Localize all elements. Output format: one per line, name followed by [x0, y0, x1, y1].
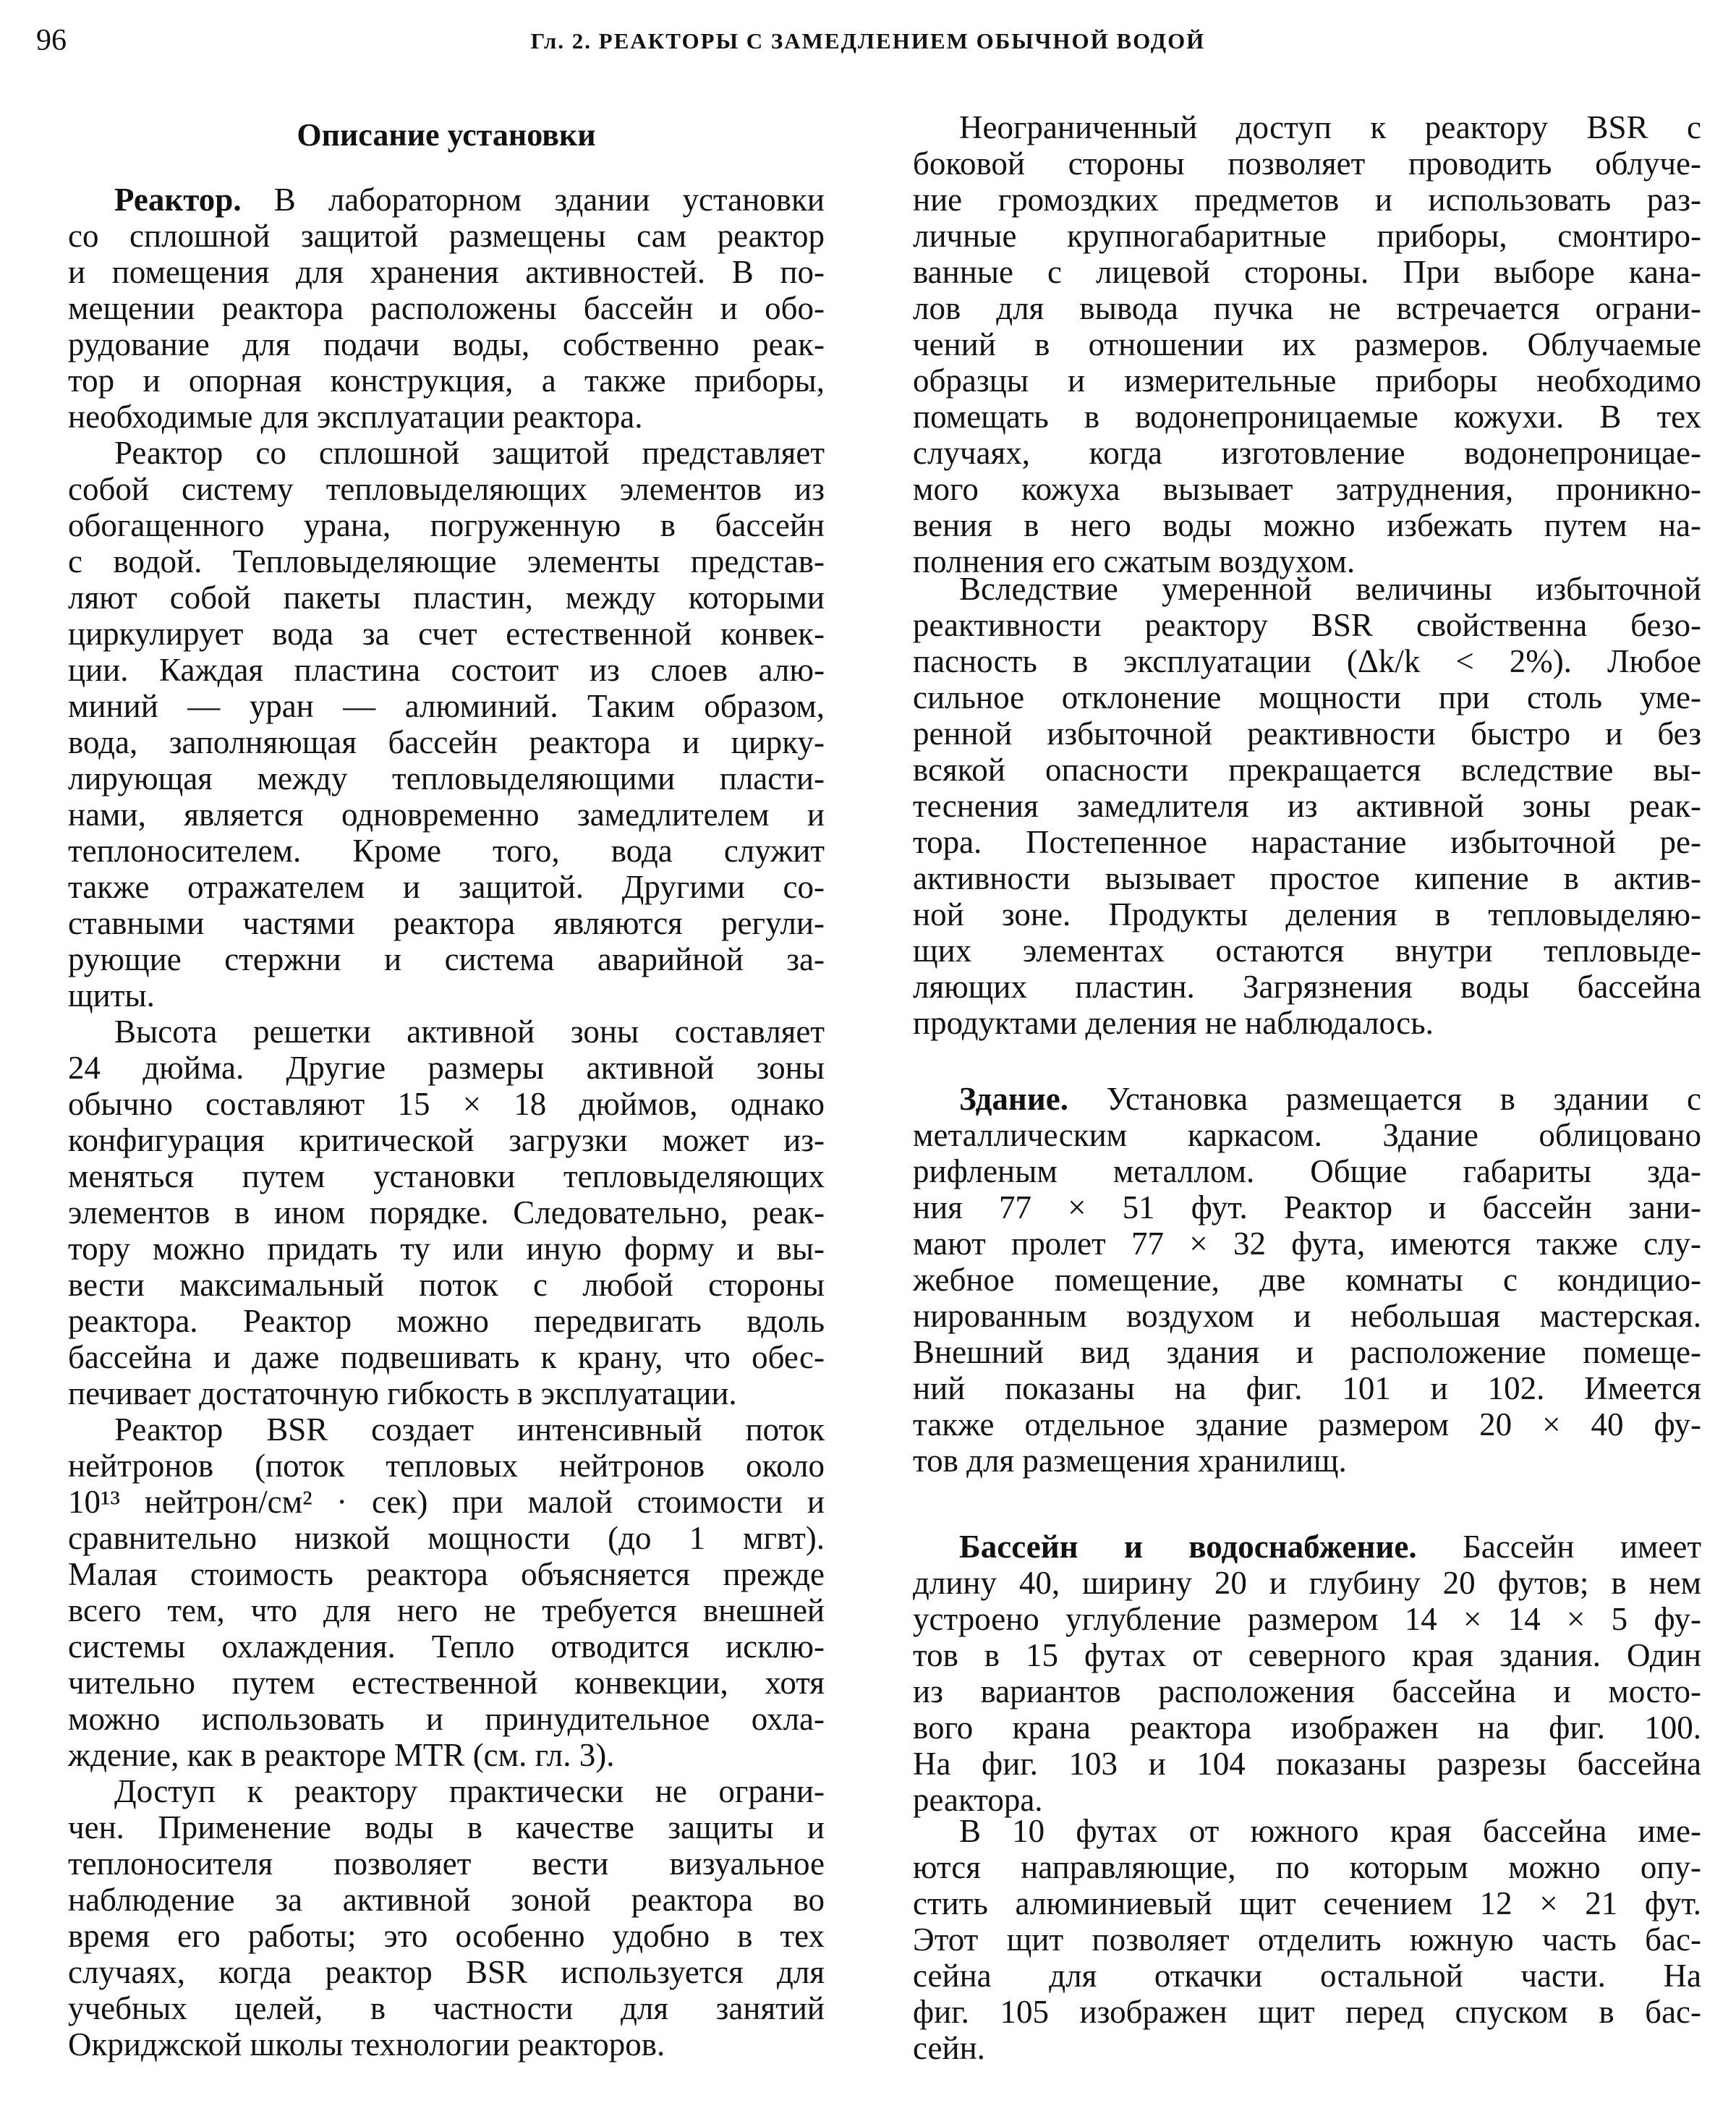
text-line: реактора. Реактор можно передвигать вдоль [68, 1303, 825, 1339]
text-line: нированным воздухом и небольшая мастерская. [913, 1298, 1701, 1334]
page-number: 96 [36, 24, 67, 57]
text-line: необходимые для эксплуатации реактора. [68, 399, 643, 435]
text-line: щих элементах остаются внутри тепловыде- [913, 933, 1701, 969]
text-line: продуктами деления не наблюдалось. [913, 1005, 1434, 1041]
text-line: нейтронов (поток тепловых нейтронов около [68, 1448, 825, 1484]
text-line: вения в него воды можно избежать путем на- [913, 507, 1701, 543]
text-line: циркулирует вода за счет естественной конвек- [68, 616, 825, 652]
paragraph [68, 1411, 825, 1773]
text-line: личные крупногабаритные приборы, смонтиро- [913, 218, 1701, 254]
text-line: вести максимальный поток с любой стороны [68, 1267, 825, 1303]
text-line: активности вызывает простое кипение в актив- [913, 860, 1701, 896]
text-line: полнения его сжатым воздухом. [913, 543, 1356, 579]
text-line: теплоносителем. Кроме того, вода служит [68, 833, 825, 869]
text-line: боковой стороны позволяет проводить облуче- [913, 145, 1701, 182]
text-line: ванные с лицевой стороны. При выборе кана- [913, 254, 1701, 290]
text-line: ждение, как в реакторе MTR (см. гл. 3). [68, 1737, 615, 1773]
paragraph-lead: Здание. [959, 1081, 1068, 1117]
text-line: тору можно придать ту или иную форму и вы- [68, 1231, 825, 1267]
text-line: рудование для подачи воды, собственно реак- [68, 326, 825, 362]
text-line: Реактор со сплошной защитой представляет [114, 435, 825, 471]
text-line: ляют собой пакеты пластин, между которыми [68, 579, 825, 616]
text-line: Высота решетки активной зоны составляет [114, 1014, 825, 1050]
text-line: чен. Применение воды в качестве защиты и [68, 1809, 825, 1845]
text-line: В 10 футах от южного края бассейна име- [959, 1813, 1701, 1849]
text-line: вого крана реактора изображен на фиг. 100. [913, 1709, 1701, 1746]
text-line: щиты. [68, 977, 155, 1014]
text-line: Малая стоимость реактора объясняется прежде [68, 1556, 825, 1592]
text-line: реактивности реактору BSR свойственна безо- [913, 607, 1701, 643]
text-line: металлическим каркасом. Здание облицовано [913, 1117, 1701, 1153]
text-line: тора. Постепенное нарастание избыточной ре- [913, 824, 1701, 860]
text-line: лирующая между тепловыделяющими пласти- [68, 760, 825, 796]
text-line: чений в отношении их размеров. Облучаемые [913, 326, 1701, 362]
paragraph-lead: Бассейн и водоснабжение. [959, 1529, 1417, 1565]
line-text: В лабораторном здании установки [241, 182, 825, 218]
section-title: Описание установки [297, 117, 596, 153]
text-line: тов для размещения хранилищ. [913, 1443, 1347, 1479]
text-line: миний — уран — алюминий. Таким образом, [68, 688, 825, 724]
text-line: ляющих пластин. Загрязнения воды бассейна [913, 969, 1701, 1005]
text-line: вода, заполняющая бассейн реактора и цирку- [68, 724, 825, 760]
text-line: ний показаны на фиг. 101 и 102. Имеется [913, 1370, 1701, 1406]
text-line: жебное помещение, две комнаты с кондицио- [913, 1262, 1701, 1298]
paragraph-lead: Реактор. [114, 182, 242, 218]
text-line: рифленым металлом. Общие габариты зда- [913, 1153, 1701, 1189]
text-line: сравнительно низкой мощности (до 1 мгвт). [68, 1520, 825, 1556]
text-line: бассейна и даже подвешивать к крану, что обес- [68, 1339, 825, 1375]
text-line: сильное отклонение мощности при столь уме- [913, 679, 1701, 715]
text-line: обогащенного урана, погруженную в бассейн [68, 507, 825, 543]
text-line: устроено углубление размером 14 × 14 × 5 фу- [913, 1601, 1701, 1637]
text-line: сейна для откачки остальной части. На [913, 1958, 1701, 1994]
text-line: нами, является одновременно замедлителем и [68, 796, 825, 833]
text-line: стить алюминиевый щит сечением 12 × 21 фут. [913, 1885, 1701, 1921]
text-line: элементов в ином порядке. Следовательно, реак- [68, 1194, 825, 1231]
text-line: ной зоне. Продукты деления в тепловыделяю- [913, 896, 1701, 933]
text-line: тов в 15 футах от северного края здания. Один [913, 1637, 1701, 1673]
text-line: также отдельное здание размером 20 × 40 фу- [913, 1406, 1701, 1443]
text-line: со сплошной защитой размещены сам реактор [68, 218, 825, 254]
running-title: Гл. 2. РЕАКТОРЫ С ЗАМЕДЛЕНИЕМ ОБЫЧНОЙ ВОДОЙ [530, 28, 1206, 54]
text-line: печивает достаточную гибкость в эксплуатации. [68, 1375, 737, 1411]
text-line: теплоносителя позволяет вести визуальное [68, 1845, 825, 1882]
text-line: Доступ к реактору практически не ограни- [114, 1773, 825, 1809]
text-line: случаях, когда изготовление водонепроницае- [913, 435, 1701, 471]
text-line: реактора. [913, 1782, 1043, 1818]
text-line: ции. Каждая пластина состоит из слоев алю- [68, 652, 825, 688]
text-line: системы охлаждения. Тепло отводится исклю- [68, 1628, 825, 1665]
text-line: 24 дюйма. Другие размеры активной зоны [68, 1050, 825, 1086]
paragraph [913, 109, 1701, 579]
text-line: Окриджской школы технологии реакторов. [68, 2026, 665, 2063]
paragraph [68, 182, 825, 435]
text-line: лов для вывода пучка не встречается ограни- [913, 290, 1701, 326]
paragraph [913, 1529, 1701, 1818]
text-line: ренной избыточной реактивности быстро и без [913, 715, 1701, 752]
text-line: Неограниченный доступ к реактору BSR с [959, 109, 1701, 145]
text-line: ются направляющие, по которым можно опу- [913, 1849, 1701, 1885]
text-line: Реактор BSR создает интенсивный поток [114, 1411, 825, 1448]
text-line [913, 1081, 1701, 1117]
text-line: ставными частями реактора являются регули- [68, 905, 825, 941]
text-line: мого кожуха вызывает затруднения, проникно- [913, 471, 1701, 507]
text-line: Вследствие умеренной величины избыточной [959, 571, 1701, 607]
text-line [68, 182, 825, 218]
text-line: мещении реактора расположены бассейн и обо- [68, 290, 825, 326]
text-line: можно использовать и принудительное охла- [68, 1701, 825, 1737]
paragraph [913, 571, 1701, 1041]
text-line: образцы и измерительные приборы необходимо [913, 362, 1701, 399]
text-line: длину 40, ширину 20 и глубину 20 футов; в нем [913, 1565, 1701, 1601]
text-line: наблюдение за активной зоной реактора во [68, 1882, 825, 1918]
paragraph [68, 1773, 825, 2063]
text-line: чительно путем естественной конвекции, хотя [68, 1665, 825, 1701]
text-line: обычно составляют 15 × 18 дюймов, однако [68, 1086, 825, 1122]
left-column [68, 182, 825, 2063]
text-line: помещать в водонепроницаемые кожухи. В тех [913, 399, 1701, 435]
text-line: рующие стержни и система аварийной за- [68, 941, 825, 977]
text-line: всякой опасности прекращается вследствие вы- [913, 752, 1701, 788]
text-line: случаях, когда реактор BSR используется для [68, 1954, 825, 1990]
text-line: учебных целей, в частности для занятий [68, 1990, 825, 2026]
text-line: Внешний вид здания и расположение помеще- [913, 1334, 1701, 1370]
text-line: мают пролет 77 × 32 фута, имеются также слу- [913, 1225, 1701, 1262]
text-line: На фиг. 103 и 104 показаны разрезы бассейна [913, 1746, 1701, 1782]
text-line: сейн. [913, 2030, 985, 2066]
text-line: также отражателем и защитой. Другими со- [68, 869, 825, 905]
text-line: собой систему тепловыделяющих элементов из [68, 471, 825, 507]
text-line: время его работы; это особенно удобно в тех [68, 1918, 825, 1954]
text-line: из вариантов расположения бассейна и мосто- [913, 1673, 1701, 1709]
paragraph [913, 1813, 1701, 2066]
paragraph [68, 435, 825, 1014]
text-line [913, 1529, 1701, 1565]
text-line: пасность в эксплуатации (Δk/k < 2%). Любое [913, 643, 1701, 679]
text-line: ние громоздких предметов и использовать раз- [913, 182, 1701, 218]
text-line: и помещения для хранения активностей. В по- [68, 254, 825, 290]
paragraph [913, 1081, 1701, 1479]
text-line: всего тем, что для него не требуется внешней [68, 1592, 825, 1628]
line-text: Бассейн имеет [1416, 1529, 1701, 1565]
paragraph [68, 1014, 825, 1411]
text-line: тор и опорная конструкция, а также приборы, [68, 362, 825, 399]
text-line: фиг. 105 изображен щит перед спуском в бас- [913, 1994, 1701, 2030]
text-line: с водой. Тепловыделяющие элементы представ- [68, 543, 825, 579]
text-line: ния 77 × 51 фут. Реактор и бассейн зани- [913, 1189, 1701, 1225]
text-line: Этот щит позволяет отделить южную часть бас- [913, 1921, 1701, 1958]
line-text: Установка размещается в здании с [1068, 1081, 1701, 1117]
text-line: 10¹³ нейтрон/см² · сек) при малой стоимости и [68, 1484, 825, 1520]
text-line: теснения замедлителя из активной зоны реак- [913, 788, 1701, 824]
text-line: меняться путем установки тепловыделяющих [68, 1158, 825, 1194]
text-line: конфигурация критической загрузки может из- [68, 1122, 825, 1158]
